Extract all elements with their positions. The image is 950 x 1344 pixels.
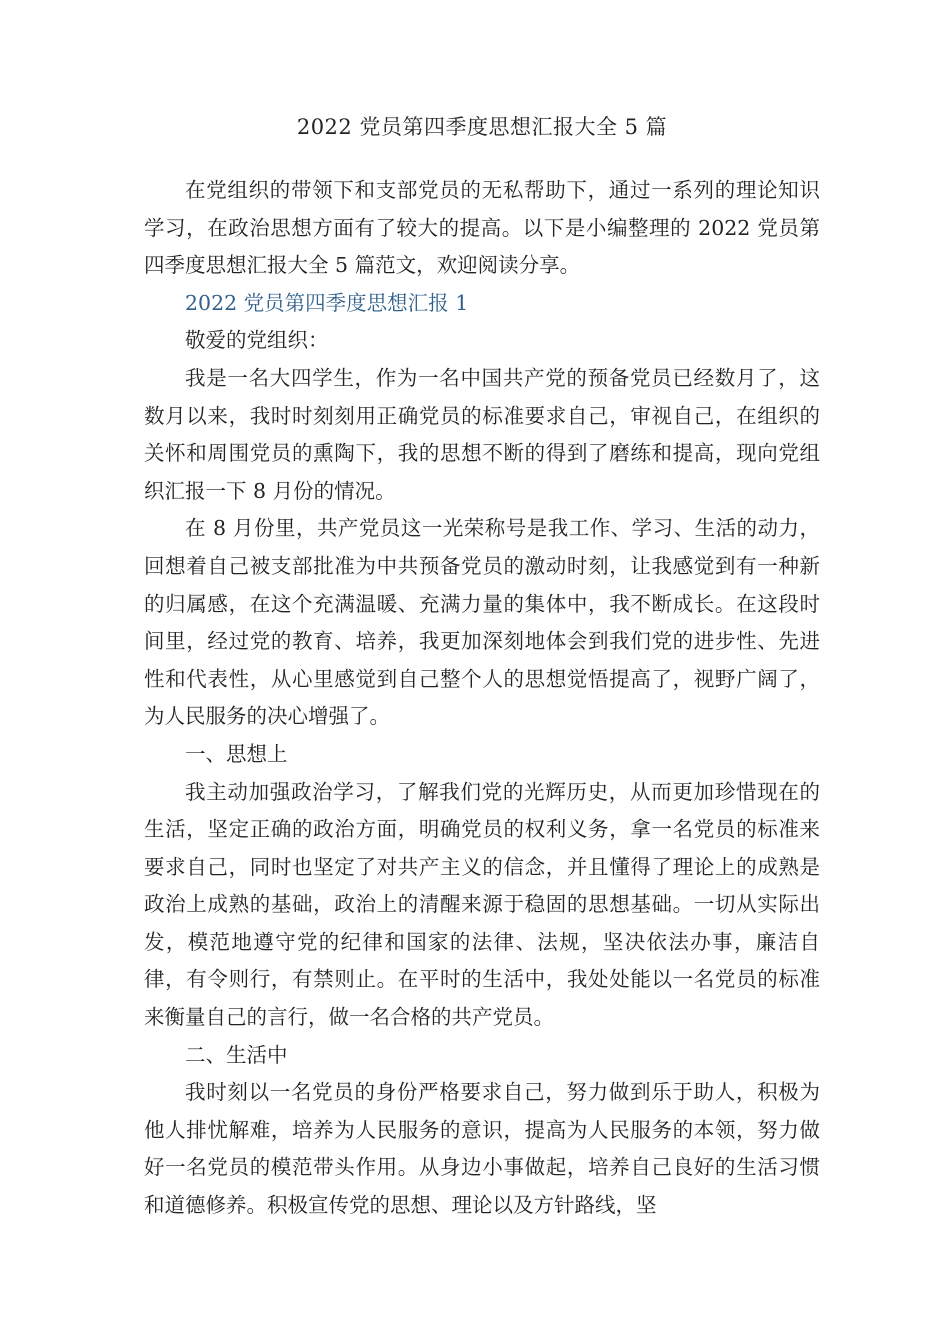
document-body	[144, 108, 820, 1225]
body-paragraph-4: 我时刻以一名党员的身份严格要求自己，努力做到乐于助人，积极为他人排忧解难，培养为人民服务的意识，提高为人民服务的本领，努力做好一名党员的模范带头作用。从身边小事做起，培养自己良好的生活习惯和道德修养。积极宣传党的思想、理论以及方针路线，坚	[144, 1080, 820, 1218]
salutation: 敬爱的党组织：	[185, 328, 329, 353]
subheading-thought: 一、思想上	[185, 741, 288, 766]
section-heading: 2022 党员第四季度思想汇报 1	[185, 290, 469, 315]
body-paragraph-1: 我是一名大四学生，作为一名中国共产党的预备党员已经数月了，这数月以来，我时时刻刻用正确党员的标准要求自己，审视自己，在组织的关怀和周围党员的熏陶下，我的思想不断的得到了磨练和提高，现向党组织汇报一下 8 月份的情况。	[144, 365, 820, 503]
body-paragraph-3: 我主动加强政治学习，了解我们党的光辉历史，从而更加珍惜现在的生活，坚定正确的政治方面，明确党员的权利义务，拿一名党员的标准来要求自己，同时也坚定了对共产主义的信念，并且懂得了理论上的成熟是政治上成熟的基础，政治上的清醒来源于稳固的思想基础。一切从实际出发，模范地遵守党的纪律和国家的法律、法规，坚决依法办事，廉洁自律，有令则行，有禁则止。在平时的生活中，我处处能以一名党员的标准来衡量自己的言行，做一名合格的共产党员。	[144, 779, 820, 1030]
document-title: 2022 党员第四季度思想汇报大全 5 篇	[296, 115, 668, 139]
subheading-life: 二、生活中	[185, 1042, 288, 1067]
body-paragraph-2: 在 8 月份里，共产党员这一光荣称号是我工作、学习、生活的动力，回想着自己被支部批准为中共预备党员的激动时刻，让我感觉到有一种新的归属感，在这个充满温暖、充满力量的集体中，我不断成长。在这段时间里，经过党的教育、培养，我更加深刻地体会到我们党的进步性、先进性和代表性，从心里感觉到自己整个人的思想觉悟提高了，视野广阔了，为人民服务的决心增强了。	[144, 516, 820, 729]
intro-paragraph: 在党组织的带领下和支部党员的无私帮助下，通过一系列的理论知识学习，在政治思想方面有了较大的提高。以下是小编整理的 2022 党员第四季度思想汇报大全 5 篇范文，欢迎阅读分享。	[144, 178, 820, 278]
